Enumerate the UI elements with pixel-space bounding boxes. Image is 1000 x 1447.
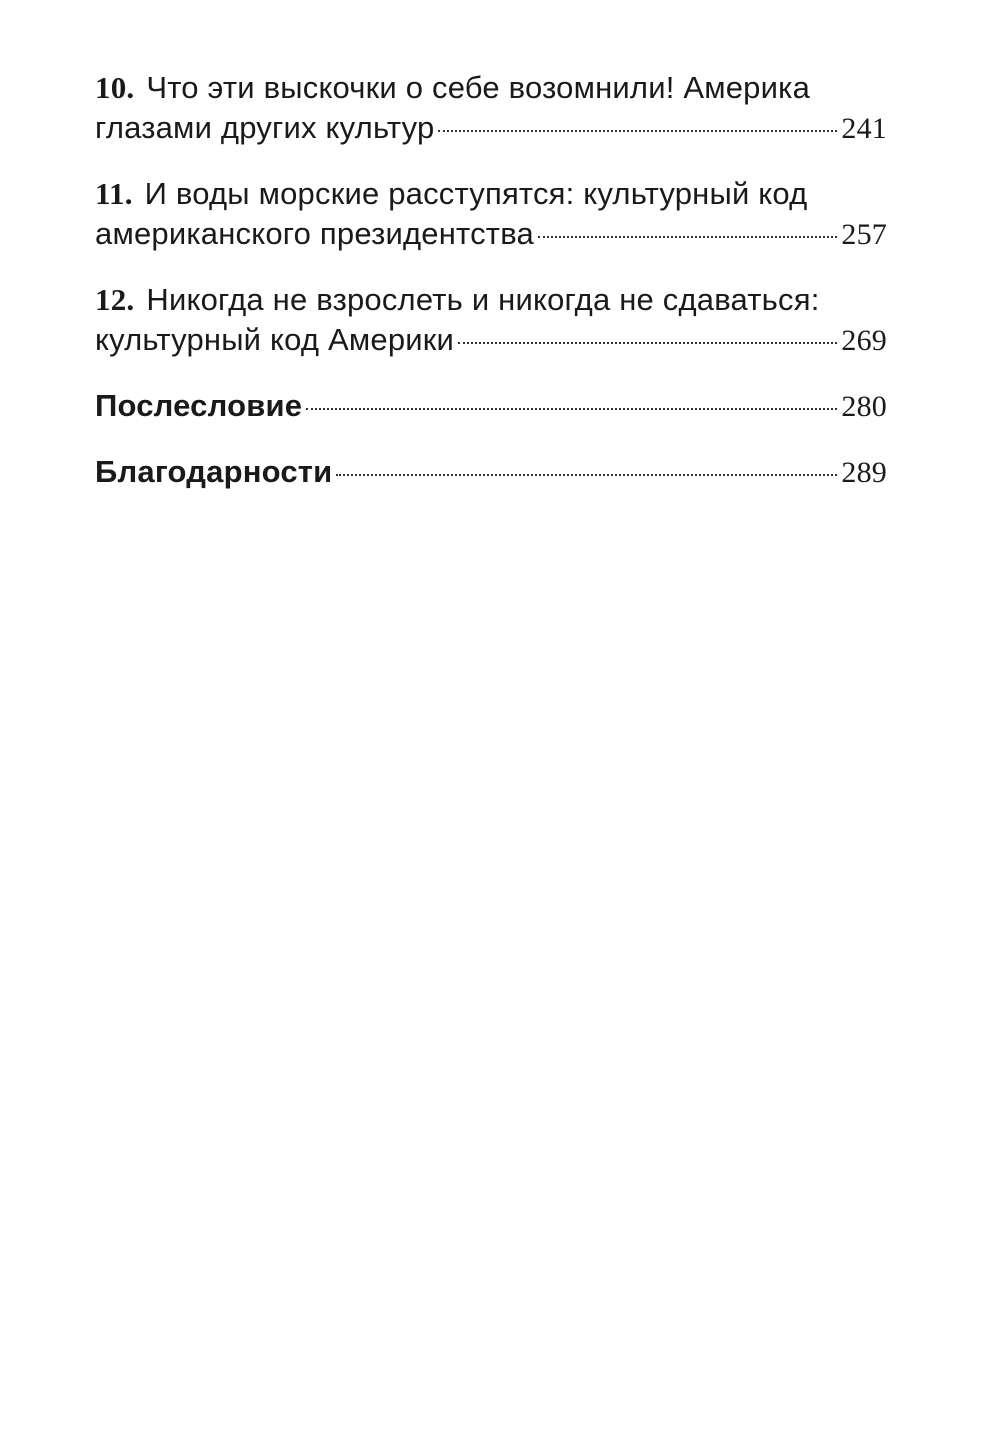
- dot-leader: [336, 474, 837, 476]
- toc-entry-chapter-11[interactable]: [95, 174, 887, 255]
- toc-entry-line: [95, 452, 887, 493]
- toc-entry-afterword[interactable]: [95, 386, 887, 427]
- dot-leader: [458, 342, 837, 344]
- page-number: 269: [841, 324, 887, 357]
- dot-leader: [306, 408, 837, 410]
- chapter-number: 12.: [95, 282, 135, 317]
- chapter-number: 11.: [95, 176, 133, 211]
- toc-entry-chapter-12[interactable]: [95, 280, 887, 361]
- dot-leader: [538, 236, 837, 238]
- toc-entry-acknowledgements[interactable]: [95, 452, 887, 493]
- chapter-number: 10.: [95, 70, 135, 105]
- chapter-title-part: И воды морские расступятся: культурный код: [144, 176, 808, 211]
- toc-entry-second-line: [95, 214, 887, 255]
- toc-entry-first-line: [95, 174, 887, 214]
- dot-leader: [438, 130, 837, 132]
- chapter-title-part: американского президентства: [95, 216, 534, 251]
- toc-entry-chapter-10[interactable]: [95, 68, 887, 149]
- toc-entry-first-line: [95, 68, 887, 108]
- toc-entry-second-line: [95, 108, 887, 149]
- toc-entry-second-line: [95, 320, 887, 361]
- page-number: 257: [841, 218, 887, 251]
- chapter-title-part: глазами других культур: [95, 110, 435, 145]
- toc-entry-first-line: [95, 280, 887, 320]
- section-title: Послесловие: [95, 388, 303, 423]
- chapter-title-part: Что эти выскочки о себе возомнили! Америка: [146, 70, 811, 105]
- page-number: 241: [841, 112, 887, 145]
- toc-entry-line: [95, 386, 887, 427]
- section-title: Благодарности: [95, 454, 333, 489]
- page-number: 280: [841, 390, 887, 423]
- chapter-title-part: культурный код Америки: [95, 322, 455, 357]
- chapter-title-part: Никогда не взрослеть и никогда не сдаваться:: [146, 282, 820, 317]
- table-of-contents: [95, 68, 887, 518]
- page-number: 289: [841, 456, 887, 489]
